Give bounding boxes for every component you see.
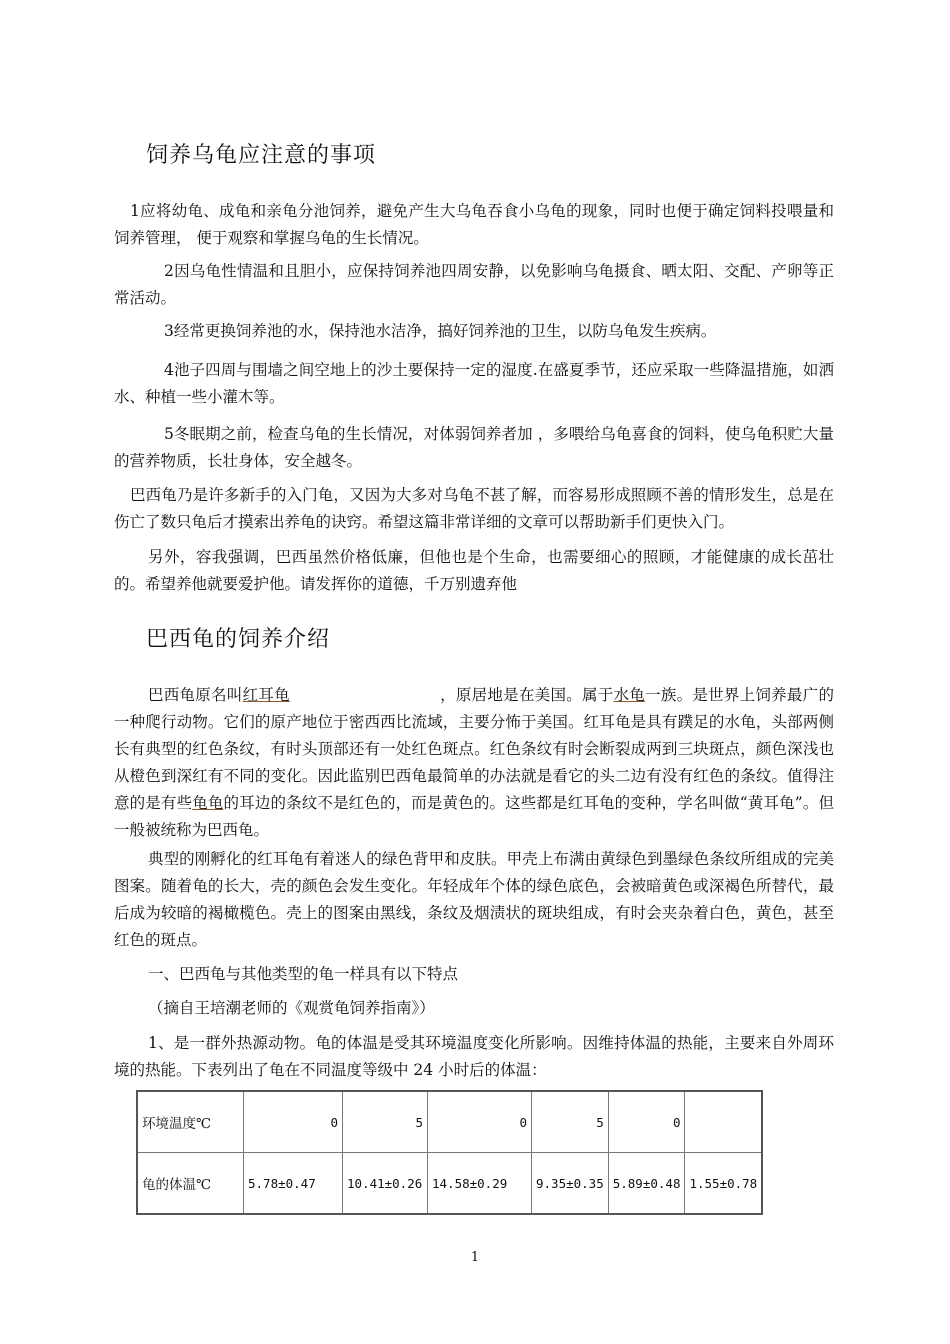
care-item-2: 2因乌龟性情温和且胆小，应保持饲养池四周安静，以免影响乌龟摄食、晒太阳、交配、产卵等正常活动。 (114, 262, 834, 307)
link-red-eared-turtle[interactable]: 红耳龟 (242, 686, 290, 704)
table-cell (685, 1091, 762, 1153)
temperature-table (136, 1090, 763, 1215)
source-citation: （摘自王培潮老师的《观赏龟饲养指南》） (148, 999, 435, 1017)
text-c: 一族。是世界上饲养最广的一种爬行动物。它们的原产地位于密西西比流域，主要分怖于美国。红耳龟是具有蹼足的水龟，头部两侧长有典型的红色条纹，有时头顶部还有一处红色斑点。红色条纹有时会断裂成两到三块斑点，颜色深浅也从橙色到深红有不同的变化。因此监别巴西龟最简单的办法就是看它的头二边有没有红色的条纹。值得注意的是有些 (114, 686, 834, 812)
care-item-1: 1应将幼龟、成龟和亲龟分池饲养，避免产生大乌龟吞食小乌龟的现象，同时也便于确定饲料投喂量和饲养管理， 便于观察和掌握乌龟的生长情况。 (114, 202, 834, 247)
table-cell: 0 (244, 1091, 343, 1153)
table-row-label: 龟的体温℃ (137, 1153, 244, 1215)
text-d: 的耳边的条纹不是红色的，而是黄色的。这些都是红耳龟的变种，学名叫做“黄耳龟”。但一般被统称为巴西龟。 (114, 794, 834, 839)
table-cell: 9.35±0.35 (532, 1153, 609, 1215)
title-turtle-care: 饲养乌龟应注意的事项 (146, 143, 377, 168)
intro-paragraph: 巴西龟乃是许多新手的入门龟，又因为大多对乌龟不甚了解，而容易形成照顾不善的情形发生，总是在伤亡了数只龟后才摸索出养龟的诀窍。希望这篇非常详细的文章可以帮助新手们更快入门。 (114, 486, 834, 531)
paragraph-body-temperature: 1、是一群外热源动物。龟的体温是受其环境温度变化所影响。因维持体温的热能，主要来自外周环境的热能。下表列出了龟在不同温度等级中 24 小时后的体温： (114, 1034, 834, 1079)
table-row-label: 环境温度℃ (137, 1091, 244, 1153)
page-number: 1 (470, 1250, 480, 1265)
table-cell: 14.58±0.29 (428, 1153, 532, 1215)
table-cell: 0 (608, 1091, 685, 1153)
paragraph-appearance: 典型的刚孵化的红耳龟有着迷人的绿色背甲和皮肤。甲壳上布满由黄绿色到墨绿色条纹所组成的完美图案。随着龟的长大，壳的颜色会发生变化。年轻成年个体的绿色底色，会被暗黄色或深褐色所替代，最后成为较暗的褐橄榄色。壳上的图案由黑线，条纹及烟渍状的斑块组成，有时会夹杂着白色，黄色，甚至红色的斑点。 (114, 850, 834, 949)
table-cell: 5.89±0.48 (608, 1153, 685, 1215)
care-item-4: 4池子四周与围墙之间空地上的沙土要保持一定的湿度.在盛夏季节，还应采取一些降温措施，如洒水、种植一些小灌木等。 (114, 361, 834, 406)
table-cell: 1.55±0.78 (685, 1153, 762, 1215)
table-row (137, 1153, 762, 1215)
table-cell: 10.41±0.26 (343, 1153, 428, 1215)
text-b: ，原居地是在美国。属于 (439, 686, 614, 704)
link-turtle[interactable]: 龟龟 (192, 794, 224, 812)
title-brazil-turtle: 巴西龟的饲养介绍 (146, 627, 331, 652)
link-water-turtle[interactable]: 水龟 (613, 686, 646, 704)
text-a: 巴西龟原名叫 (148, 686, 243, 704)
care-item-3: 3经常更换饲养池的水，保持池水洁净，搞好饲养池的卫生，以防乌龟发生疾病。 (164, 322, 717, 340)
paragraph-origin (114, 682, 834, 844)
table-cell: 5 (343, 1091, 428, 1153)
table-cell: 5 (532, 1091, 609, 1153)
note-paragraph: 另外，容我强调，巴西虽然价格低廉，但他也是个生命，也需要细心的照顾，才能健康的成长茁壮的。希望养他就要爱护他。请发挥你的道德，千万别遗弃他 (114, 548, 834, 593)
table-cell: 5.78±0.47 (244, 1153, 343, 1215)
section-heading-characteristics: 一、巴西龟与其他类型的龟一样具有以下特点 (148, 965, 459, 983)
care-item-5: 5冬眠期之前，检查乌龟的生长情况，对体弱饲养者加 ，多喂给乌龟喜食的饲料，使乌龟积贮大量的营养物质，长壮身体，安全越冬。 (114, 425, 834, 470)
table-row (137, 1091, 762, 1153)
table-cell: 0 (428, 1091, 532, 1153)
